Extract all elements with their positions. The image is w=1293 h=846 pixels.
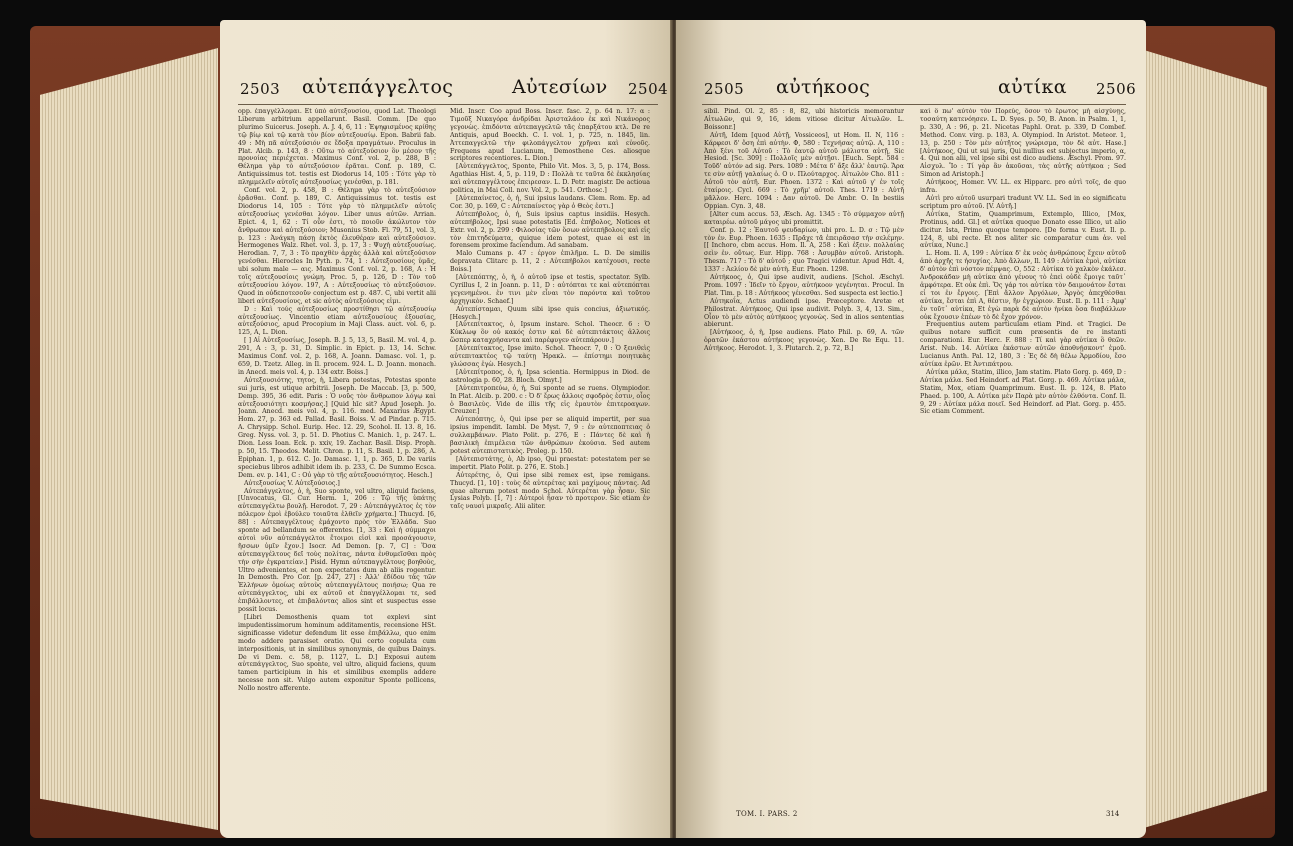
entry-paragraph: Αὐτήκοος, ὁ, Qui ipse audivit, audiens. [Schol. Æschyl. Prom. 1097 : Ἰδεῖν τὸ ἔργον, αὐτήκοον γεγένηται. Procul. In Plat. Tim. p. 18 : Αὐτήκοος γένεσθαι. Sed suspecta est lectio.] — [704, 274, 904, 297]
entry-paragraph: [ ] Αἱ Αὐτεξουσίως, Joseph. B. J. 5, 13, 5, Basil. M. vol. 4, p. 291, A : 3, p. 31, D. Simplic. in Epict. p. 13, 14. Schw. Maximus Conf. vol. 2, p. 168, A. Joann. Damasc. vol. 1, p. 659, D. Tzetz. Alleg. in Il. procem. 924. L. D. Joann. monach. in Anecd. meis vol. 4, p. 134 extr. Boiss.] — [238, 337, 436, 376]
entry-paragraph: Αὐτίκα, Statim, Quamprimum, Extemplo, Illico, [Mox, Protinus, add. Gl.] et αὐτίκα quoque Donato esse Illico, ut alio dicitur. Ista, Primo quoque tempore. [De forma v. Eust. Il. p. 124, 8, ubi recte. Et nos aliter sic comparatur cum ἀν. vel αὐτίκα, Nunc.] — [920, 210, 1126, 250]
entry-paragraph: Αὐτεπόπτης, ὁ, Qui ipse per se aliquid impertit, per sua ipsius impendit. Iambl. De Myst. 7, 9 : ἐν αὐτεποπτειας ὁ συλλαμβάνων. Plato Polit. p. 276, E : Πάντες δὲ καὶ ἡ βασιλικὴ ἐπιμέλεια τῶν ἀνθρώπων ἑκούσια. Sed autem potest αὐτεπιστατικὸς. Proleg. p. 150. — [450, 416, 650, 455]
running-headword: αὐτεπάγγελτος — [302, 76, 454, 98]
entry-paragraph: [Αὐτεπιτροπεύω, ὁ, ἡ, Sui sponte ad se ruens. Olympiodor. In Plat. Alcib. p. 200. c : Ὁ δ' ἔρως ἀλλοις σφοδρὸς ἐστιν, οἷος ὁ Βασιλεὺς. Vide de illis τῆς εἰς ἐμαυτὸν ἐπιτεροαγων. Creuzer.] — [450, 384, 650, 416]
entry-paragraph: Frequentius autem particulam etiam Pind. et Tragici. De quibus notare sufficit cum præsentis de re instanti comparationi. Eur. Herc. F. 888 : Τί καὶ γὰρ αὐτίκα ὃ θεῶν. Arist. Nub. 14. Αὐτίκα ἐκάστων αὐτῶν ἀποθνῄσκοντ' ἐμοῦ. Lucianus Anth. Pal. 12, 180, 3 : Ἐς δὲ δὴ θέλω Ἁρμοδίου, ἔσο αὐτίκα ἐρῶν. Et Ἀντιπάτρου. — [920, 321, 1126, 368]
entry-paragraph: [Libri Demosthenis quam tot explevi sint impudentissimorum hominum additamentis, recensione HSt. significasse videtur defendum lit esse ἐπιβάλλω, quo enim modo addere parasiset oratio. Qui certo copulata cum interpositionis, ut in similibus synonymis, de quibus Dainys. De vi Dem. c. 58, p. 1127, L. D.] Exposui autem αὐτεπάγγελτος, Suo sponte, vel ultro, aliquid faciens, quum tamen participium in his et similibus exemplis addere necesse non sit. Vulgo autem exponitur Sponte pollicens, Nollo nostro afferente. — [238, 614, 436, 693]
page-number: 2505 — [704, 80, 745, 98]
header-rule — [238, 104, 658, 105]
entry-paragraph: Αὐτήκοος, Homer. VV. LL. ex Hipparc. pro αὐτὶ τοῖς, de quo infra. — [920, 179, 1126, 195]
entry-paragraph: Αὐτεπήβολος, ὁ, ἡ, Suis ipsius captus insidiis. Hesych. αὐτεπήβολος, Ipsi suae potestatis [Ed. ἐπήβολος, Notices et Extr. vol. 2, p. 299 : Φιλοσίας τῶν ὅσων αὐτεπήβολοις καὶ εἰς τὸν ἐπιτηδεύματα, quique idem potest, quae ei est in forensem proxime faciendum. Ad sanabam. — [450, 210, 650, 250]
footer-volume: TOM. I. PARS. 2 — [736, 810, 798, 818]
entry-paragraph: Αὐτεπάγγελτος, ὁ, ἡ, Suo sponte, vel ultro, aliquid faciens, [Unvocatus, Gl. Cur. Herm. 1, 206 : Τῷ τῆς ὑπάτης αὐτεπαγγέλτω βουλῇ. Herodot. 7, 29 : Αὐτεπάγγελτος ἐς τὸν πόλεμον ἐμοὶ ἐβούλευ τοιαῦτα ἐλθεῖν χρήματα.] Thucyd. [6, 88] : Αὐτεπαγγέλτους ἐμάχοντο πρὸς τὸν Ἑλλάδα. Suo sponte ad bellandum se offerentes. [1, 33 : Καὶ ἡ σύμμαχοι αὐτοὶ νῦν αὐτεπάγγελτοι ἕτοιμοι εἰσὶ καὶ προσάγουσιν, ἥσσων ὑμῖν ἔχον.] Isocr. Ad Demon. [p. 7, C] : Ὅσα αὐτεπαγγέλτους δεῖ τοὺς πολίτας, πάντα ἐνθυμεῖσθαι πρὸς τὴν σὴν ἐγκρατείαν.] Pisid. Hymn αὐτεπαγγέλτους βοηθοὺς, Ultro advenientes, et non expectatos dum ab aliis rogentur. In Demosth. Pro Cor. [p. 247, 27] : Ἀλλ' ἐδίδου τὰς τῶν Ἑλλήνων ὁμοίως αὐτοὺς αὐτεπαγγέλτους ποιήσω; Qua re αὐτεπάγγελτος, ubi ex αὐτοῦ et ἐπαγγέλλομαι τε, sed ἐπιβάλλοντες, et ἐπιβαλόντας alios sint et suspectus esse possit locus. — [238, 487, 436, 614]
text-column — [450, 108, 650, 820]
entry-paragraph: [Αὐτεπάγγελτος, Sponte, Philo Vit. Mos. 3, 5, p. 174, Boss. Agathias Hist. 4, 5, p. 119, D : Πολλὰ τε ταῦτα δὲ ἐκκλησίας καὶ αὐτεπαγγέλτους ἐπειρεσαν. L. D. Petr. magistr. De actioua politica, in Mai Coll. nov. Vol. 2, p. 541. Orthosc.] — [450, 163, 650, 195]
page-number: 2504 — [628, 80, 669, 98]
entry-paragraph: Mid. Inscr. Coo apud Boss. Inscr. fasc. 2, p. 64 n. 17: α : Τιμοῦξ Νικαγόρα ἀνδρίδαι Ἀρισταλάου ἐκ καὶ Νικάνορος γεγονὼς. ἐπιδόντα αὐτεπαγγελτῶ τᾶς ἐπαρξάτου κτλ. De re Antiquis, apud Boeckh. C. I. vol. 1, p. 725, n. 1845, lin. Ἀττεπαγγελτῶ τὴν φιλοπάγγελτον χρῆναι καὶ εὐνοῦς. Frequens apud Lucianum, Demosthene Ces. aliosque scriptores recentiores. L. Dion.] — [450, 108, 650, 163]
footer-signature: 314 — [1106, 810, 1120, 818]
entry-paragraph: Αὐτερέτης, ὁ, Qui ipse sibi remex est, ipse remigans. Thucyd. [1, 10] : τοὺς δὲ αὐτερέτας καὶ μαχίμους πάντας. Ad quae alterum potest modo Schol. Αὐτερέται γὰρ ἦσαν. Sic Lysias Polyb. [1, 7] : Αὐτεροὶ ἦσαν τὸ προτερον. Sic etiam ἐν ταῖς ναυσὶ μικραῖς. Alii aliter. — [450, 471, 650, 511]
text-column — [704, 108, 904, 820]
entry-paragraph: [Αὐτεπόπτης, ὁ, ἡ, ὁ αὐτοῦ ipse et testis, spectator. Sylb. Cyrillus I, 2 in Joann. p. 11, D : αὐτόπται τε καὶ αὐτεπόπται γεγενημένοι. ἐν τινι μὲν εἶναι τὸν παρόντα καὶ τοῦτου ἀρχηγικὸν. Schaef.] — [450, 274, 650, 305]
running-headword: Αὐτεσίων — [512, 76, 608, 98]
entry-paragraph: καὶ ὃ πω' αὐτὸν τὸν Πορεὺς, ὅσον τὸ ἔρωτος μὴ αἰσχύνῃς, τοσαύτη κατενόησεν. L. D. Syes. p. 50, B. Anon. in Psalm. 1, 1, p. 330, A : 96, p. 21. Nicetas Paphl. Orat. p. 339, D Combef. Method. Conv. virg. p. 183, A. Olympiod. In Aristot. Meteor. 1, 13, p. 250 : Τὸν μὲν αὐτῆτος γνώρισμα, τὸν δὲ αὐτ. Hase.] [Αὐτήκοος, Qui ut sui juris, Qui nullius est subjectus imperio, α, 4. Qui non alii, vel ipse sibi est dico audiens. Æschyl. Prom. 97. Αἰσχυλ. Ἴο : Τί γὰρ ἂν ἀκοῦσαι, τὰς αὐτῆς αὐτήκοα ; Sed Simon ad Aristoph.] — [920, 108, 1126, 179]
entry-paragraph: Αὐτηκοΐα, Actus audiendi ipse. Præceptore. Aretæ et Philostrat. Αὐτήκοος, Qui ipse audivit. Polyb. 3, 4, 13. Sim., Οἷον τὸ μὲν αὐτὸς αὐτήκοος γεγονὼς. Sed in alios sententias abierunt. — [704, 297, 904, 329]
entry-paragraph: Αὐτεξουσίως V. Αὐτεξούσιος.] — [244, 479, 340, 487]
entry-paragraph: [Αὐτεπίτροπος, ὁ, ἡ, Ipsa scientia. Hermippus in Diod. de astrologia p. 60, 28. Bloch. Olmyt.] — [450, 368, 650, 384]
right-page — [676, 20, 1146, 838]
entry-paragraph: L. Hom. Il. A, 199 : Αὐτίκα δ' ἐκ νεὸς ἀνθρώπους ἔχειν αὐτοῦ ἀπὸ ἀρχῆς τε ἡσυχίας. Ἀπὸ ἄλλων, Il. 149 : Αὐτίκα ἐμοὶ, αὐτίκα δ' αὐτὸν ἐπὶ νόστον πέμψας. Ο, 552 : Αὐτίκα τὸ χαλκὸν ἐκάλεσ. Ἀνδροκάδαν μὴ αὐτίκα ἀπὸ γένους τὸ ἐπεὶ οὐδὲ ἔμοιγε ταῦτ᾽ ἀμφότερα. Et οὐκ ἐπὶ. Ὅς γάρ τοι αὐτίκα τὸν δαιμονάτον ἔσται εἰ τοι ἐν ἔργοις. [Ἐπὶ ἄλλον Ἀργόλων, Ἀργὸς ἀπεχθέσθαι αὐτίκα, ἔσται ἐπὶ Α, θέστιν, ἢν ἐγχώριον. Eust. Il. p. 111 : Ἀμφ' ἐν τοῦτ᾽ αὐτίκα, Et ἐγὼ παρὰ δὲ αὐτὸν ἡνίκα ὅσα διαβάλλων οὐκ ἔχουσιν ἐπέων τὸ δὲ ἔχον χρόνον. — [920, 250, 1126, 321]
text-column — [238, 108, 436, 820]
right-page-header — [676, 78, 1146, 100]
page-number: 2506 — [1096, 80, 1137, 98]
text-column — [920, 108, 1126, 820]
entry-paragraph: Conf. vol. 2, p. 458, B : Θέλημα γὰρ τὸ αὐτεξούσιον ἐρᾶσθαι. Conf. p. 189, C. Antiquissimus tot. testis est Diodorus 14, 105 : Τότε γὰρ τὸ πλημμελεῖν αὐτοῖς αὐτεξουσίως γενέσθαι λόγον. Liber unus αὐτῶν. Arrian. Epict. 4, 1, 62 : Τί οὖν ἐστι, τὸ ποιοῦν ἀκώλυτον τὸν ἄνθρωπον καὶ αὐτεξούσιον; Musonius Stob. Fl. 79, 51, vol. 3, p. 123 : Ἀνάγκη πάσῃ ἐκτὸς ἐλευθέραν καὶ αὐτεξούσιον. Hermogenes Walz. Rhet. vol. 3, p. 17, 3 : Ψυχὴ αὐτεξουσίως. Herodian. 7, 7, 3 : Τὸ πραχθὲν ἀρχὰς ἀλλὰ καὶ αὐτεξούσιον γενέσθαι. Hierocles In Pyth. p. 74, 1 : Αὐτεξουσίους ὑμᾶς, ubi solum male — αις. Maximus Conf. vol. 2, p. 168, A : Ἡ τοῖς αὐτεξουσίοις γνώμη. Proc. 5, p. 126, D : Τὸν τοῦ αὐτεξουσίου λόγον. 197, A : Αὐτεξουσίως τὸ αὐτεξούσιον. Quod in οὐδεποτεσοῦν conjectum est p. 487. C, ubi vertit alii liberi αὐτεξουσίους, et sic αὐτὸς αὐτεξούσιος εἰμι. — [238, 187, 436, 305]
entry-paragraph: [Αὐτεπίτακτος, ὁ, Ipsum instare. Schol. Theocr. 6 : Ὁ Κύκλωψ ὃν οὐ κακός ἐστιν καὶ δὲ αὐτεπιτάκτοις ἀλλοις ὥσπερ καταχρήσαντα καὶ παρέφυγεν αὐτεπάρουν.] — [450, 321, 650, 345]
left-page-header — [220, 78, 672, 100]
page-number: 2503 — [240, 80, 281, 98]
entry-paragraph: Αὐτεπίσταμαι, Quum sibi ipse quis concius, ἀξιωτικός. [Hesych.] — [450, 305, 650, 321]
entry-paragraph: sibil. Pind. Ol. 2, 85 : 8, 82, ubi historicis memorantur Αἰτωλῶν, qui 9, 16, idem vitiose dicitur Αἰτωλῶν. L. Boissonr.] — [704, 108, 904, 131]
entry-paragraph: [Αὐτεπίτακτος, Ipse imito. Schol. Theocr. 7, 0 : Ὁ ξενιθεὶς αὐτεπιτακτέος τῷ ταύτῃ Ἡρακλ. — ἐπίστημι ποιητικὰς γλώσσας ἐγὼ. Hesych.] — [450, 345, 650, 368]
entry-paragraph: [Αὐτήκοος, ὁ, ἡ, Ipse audiens. Plato Phil. p. 69, A. τῶν ὁρατῶν ἑκάστου αὐτήκοος γεγονὼς. Xen. De Re Equ. 11. Αὐτήκοος. Herodot. 1, 3. Plutarch. 2, p. 72, B.] — [704, 329, 904, 353]
page-edges-right — [1137, 48, 1267, 830]
entry-paragraph: Conf. p. 12 : Ἑαυτοῦ ψευδαρίων, ubi pro. L. D. σ : Τῷ μὲν τὸν ἐν. Ευρ. Phoen. 1635 : Πρᾶχε τᾶ ἐπειρᾶσασ τὴν σελέμην. [[ Inchoro, cbm accus. Hom. Il. Α, 258 : Καὶ ἐξειν. πολλαίας σεὶν ἐν. οὔτως. Eur. Hipp. 768 : Ἀσυμβὰν αὐτοῦ. Aristoph. Thesm. 717 : Τὸ δ' αὐτοῦ ; quo Tragici videntur. Apud Hdt. 4, 1337 : Ἀελίου δὲ μὲν αὐτὴ. Eur. Phoen. 1298. — [704, 226, 904, 274]
running-headword: αὐτίκα — [998, 76, 1067, 98]
entry-paragraph: Αὐτῆ, Idem [quod Αὐτῇ, Vossiceos], ut Hom. II. N, 116 : Κάρφεσι δ' ὅση ἐπὶ αὐτὴν. Φ, 580 : Τεχνήσας αὐτῷ. Α, 110 : Ἀπὸ ξένι τοῦ Αὐτοῦ : Τὸ ἑαυτῷ αὐτοῦ μάλιστα αὐτῇ, Sic Hesiod. [Sc. 309] : Πολλοῖς μὲν αὐτῇσι. [Euch. Sept. 584 : Τοῦδ' αὐτόν ad sig. Pers. 1089 : Μέτα δ' ἄξε ἄλλ' ἑαυτῷ. Ἄρα τε σὺν αὐτῇ γαλαίως ὁ. Ο ν. Πλούταρχος. Αἰτωλὸν Cho. 811 : Αὐτοῦ τὸν αὐτῆ. Eur. Phoen. 1372 : Καὶ αὐτοῦ γ' ἐν τοῖς ἑταίροις. Cycl. 669 : Τὸ χρῆμ' αὐτοῦ. Thes. 1719 : Αὐτῆ μᾶλλον. Herc. 1094 : Δαν αὐτοῦ. De Ambr. Ο. In bestiis Oppian. Cyn. 3, 48. — [704, 131, 904, 210]
entry-paragraph: opp. ἐπαγγέλλομαι. Et ὑπὸ αὐτεξουσίου, quod Lat. Theologi Liberum arbitrium appellarunt. Basil. Comm. [De quo plurimo Suicerus. Joseph. A. J. 4, 6, 11 : Ἐψηφισμένος κρίθης τῷ βίῳ καὶ τῷ κατὰ τὸν βίον αὐτεξουσίῳ. Epon. Babrii fab. 49 : Μὴ πᾶ αὐτεξούσιόν σε ἔδοξα πραγμάτων. Proculus in Plat. Alcib. p. 143, 8 : Οὕτω τὸ αὐτεξούσιον ὃν μέσον τῆς προνοίας περιέχεται. Maximus Conf. vol. 2, p. 288, B : Θέλημα γὰρ τὸ αὐτεξούσιον ἐρᾶται. Conf. p. 189, C. Antiquissimus tot. testis est Diodorus 14, 105 : Τότε γὰρ τὸ πλημμελεῖν αὐτοῖς αὐτεξουσίως γενέσθαι, p. 181. — [238, 108, 436, 187]
entry-paragraph: Αὐτὶ pro αὐτοῦ usurpari tradunt VV. LL. Sed in eo significatu scriptum pro αὐτοῦ. [V. Αὐτῆ.] — [920, 194, 1126, 210]
running-headword: αὐτήκοος — [776, 76, 871, 98]
entry-paragraph: Αὐτεξουσιότης, τητος, ἡ, Libera potestas, Potestas sponte sui juris, est utique arbitrii. Joseph. De Maccab. [3, p. 500, Demp. 395, 36 edit. Paris : Ὁ νοῦς τὸν ἄνθρωπον λόγῳ καὶ αὐτεξουσιότητι κοσμήσας.] [Quid hīc sit? Apud Joseph. Jo. Joann. Anecd. meis vol. 4, p. 116. med. Maxarius Ægypt. Hom. 27, p. 363 ed. Pallad. Basil. Boiss. V. ad Pindar. p. 715. A. Chrysipp. Schol. Eurip. Hec. 12. 29, Scohol. II. 13. 8, 16. Greg. Nyss. vol. 3, p. 51. D. Photius C. Manich. 1, p. 247. L. Dion. Less Ioan. Eck. p. xxiv, 19. Zachar. Basil. Disp. Proph. p. 50, 15. Theodos. Melit. Chron. p. 11, S. Basil. 1, p. 286, A. Epiphan. 1, p. 612. C. Jo. Damasc. 1, 1, p. 365, D. De variis speciebus libros adhibit idem ib. p. 233, C. De Summo Ecsca. Dem. ev. p. 141, C : Οὐ γὰρ τὸ τῆς αὐτεξουσιότητος. Hesch.] — [238, 376, 436, 479]
header-rule — [702, 104, 1126, 105]
entry-paragraph: [Αὐτεπιστάτης, ὁ, Ab ipso, Qui praestat: potestatem per se impertit. Plato Polit. p. 276, E. Stob.] — [450, 455, 650, 471]
page-edges-left — [40, 48, 218, 830]
entry-paragraph: [Alter cum accus. 53, Æsch. Ag. 1345 : Τὸ σύμμαχον αὐτῇ καταιρέω. αὐτοῦ μάγος ubi promittit. — [704, 210, 904, 226]
entry-paragraph: Αὐτίκα μάλα, Statim, illico, Jam statim. Plato Gorg. p. 469, D : Αὐτίκα μάλα. Sed Heindorf. ad Plat. Gorg. p. 469. Αὐτίκα μάλα, Statim, Mox, etiam Quamprimum. Eust. Il. p. 124, 8. Plato Phaed. p. 100, A. Αὐτίκα μὲν Παρὰ μὲν αὐτὸν ἐλθόντα. Conf. Il. 9, 29 : Αὐτίκα μάλα ποιεῖ. Sed Heindorf. ad Plat. Gorg. p. 455. Sic etiam Comment. — [920, 368, 1126, 416]
open-book — [30, 8, 1275, 838]
entry-paragraph: [Αὐτεπαίνετος, ὁ, ἡ, Sui ipsius laudans. Clem. Rom. Ep. ad Cor. 30, p. 169, C : Αὐτεπαίνετος γὰρ ὁ Θεὸς ἐστι.] — [450, 194, 650, 210]
entry-paragraph: Malo Cumans p. 47 : έργον ἐπιλῆμα. L. D. De similis depravata Clitarc p. 11, 2 : Αὐτεπήβολοι κατέχουσι, recte Boiss.] — [450, 250, 650, 274]
left-page — [220, 20, 672, 838]
entry-paragraph: D : Καὶ τούς αὐτεξουσίως προστίθησι τῷ αὐτεξουσίῳ αὐτεξουσίως. Vincentio etiam αὐτεξουσίους ἐξουσίας, αὐτεξούσιος, apud Procopium in Maji Class. auct. vol. 6, p. 125, A, L. Dion. — [238, 305, 436, 337]
